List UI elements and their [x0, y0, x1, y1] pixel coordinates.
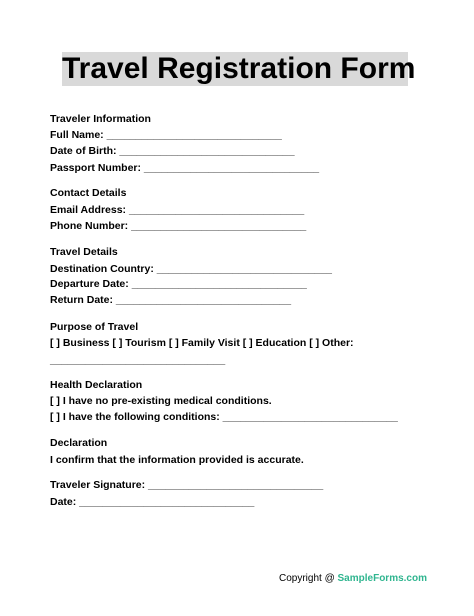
no-conditions-checkbox[interactable]: [ ] I have no pre-existing medical conditions. [50, 395, 272, 407]
traveler-signature-field[interactable]: Traveler Signature: ______________________________ [50, 479, 324, 491]
date-of-birth-field[interactable]: Date of Birth: ______________________________ [50, 145, 295, 157]
declaration-heading: Declaration [50, 437, 108, 449]
full-name-field[interactable]: Full Name: ______________________________ [50, 129, 282, 141]
form-title: Travel Registration Form [62, 52, 416, 85]
departure-date-field[interactable]: Departure Date: ______________________________ [50, 278, 307, 290]
traveler-info-heading: Traveler Information [50, 113, 151, 125]
purpose-of-travel-heading: Purpose of Travel [50, 321, 139, 333]
copyright-prefix: Copyright @ [279, 573, 338, 584]
sampleforms-link[interactable]: SampleForms.com [337, 573, 427, 584]
purpose-options[interactable]: [ ] Business [ ] Tourism [ ] Family Visit [ ] Education [ ] Other: [50, 337, 354, 349]
passport-number-field[interactable]: Passport Number: ______________________________ [50, 162, 320, 174]
return-date-field[interactable]: Return Date: ______________________________ [50, 294, 292, 306]
copyright-footer [279, 573, 427, 584]
contact-details-heading: Contact Details [50, 187, 127, 199]
phone-number-field[interactable]: Phone Number: ______________________________ [50, 220, 307, 232]
purpose-other-field[interactable]: ______________________________ [50, 354, 226, 366]
destination-country-field[interactable]: Destination Country: ______________________________ [50, 263, 332, 275]
health-declaration-heading: Health Declaration [50, 379, 143, 391]
email-address-field[interactable]: Email Address: ______________________________ [50, 204, 305, 216]
conditions-field[interactable]: [ ] I have the following conditions: ______________________________ [50, 411, 398, 423]
travel-details-heading: Travel Details [50, 246, 118, 258]
signature-date-field[interactable]: Date: ______________________________ [50, 496, 255, 508]
declaration-statement: I confirm that the information provided is accurate. [50, 454, 304, 466]
